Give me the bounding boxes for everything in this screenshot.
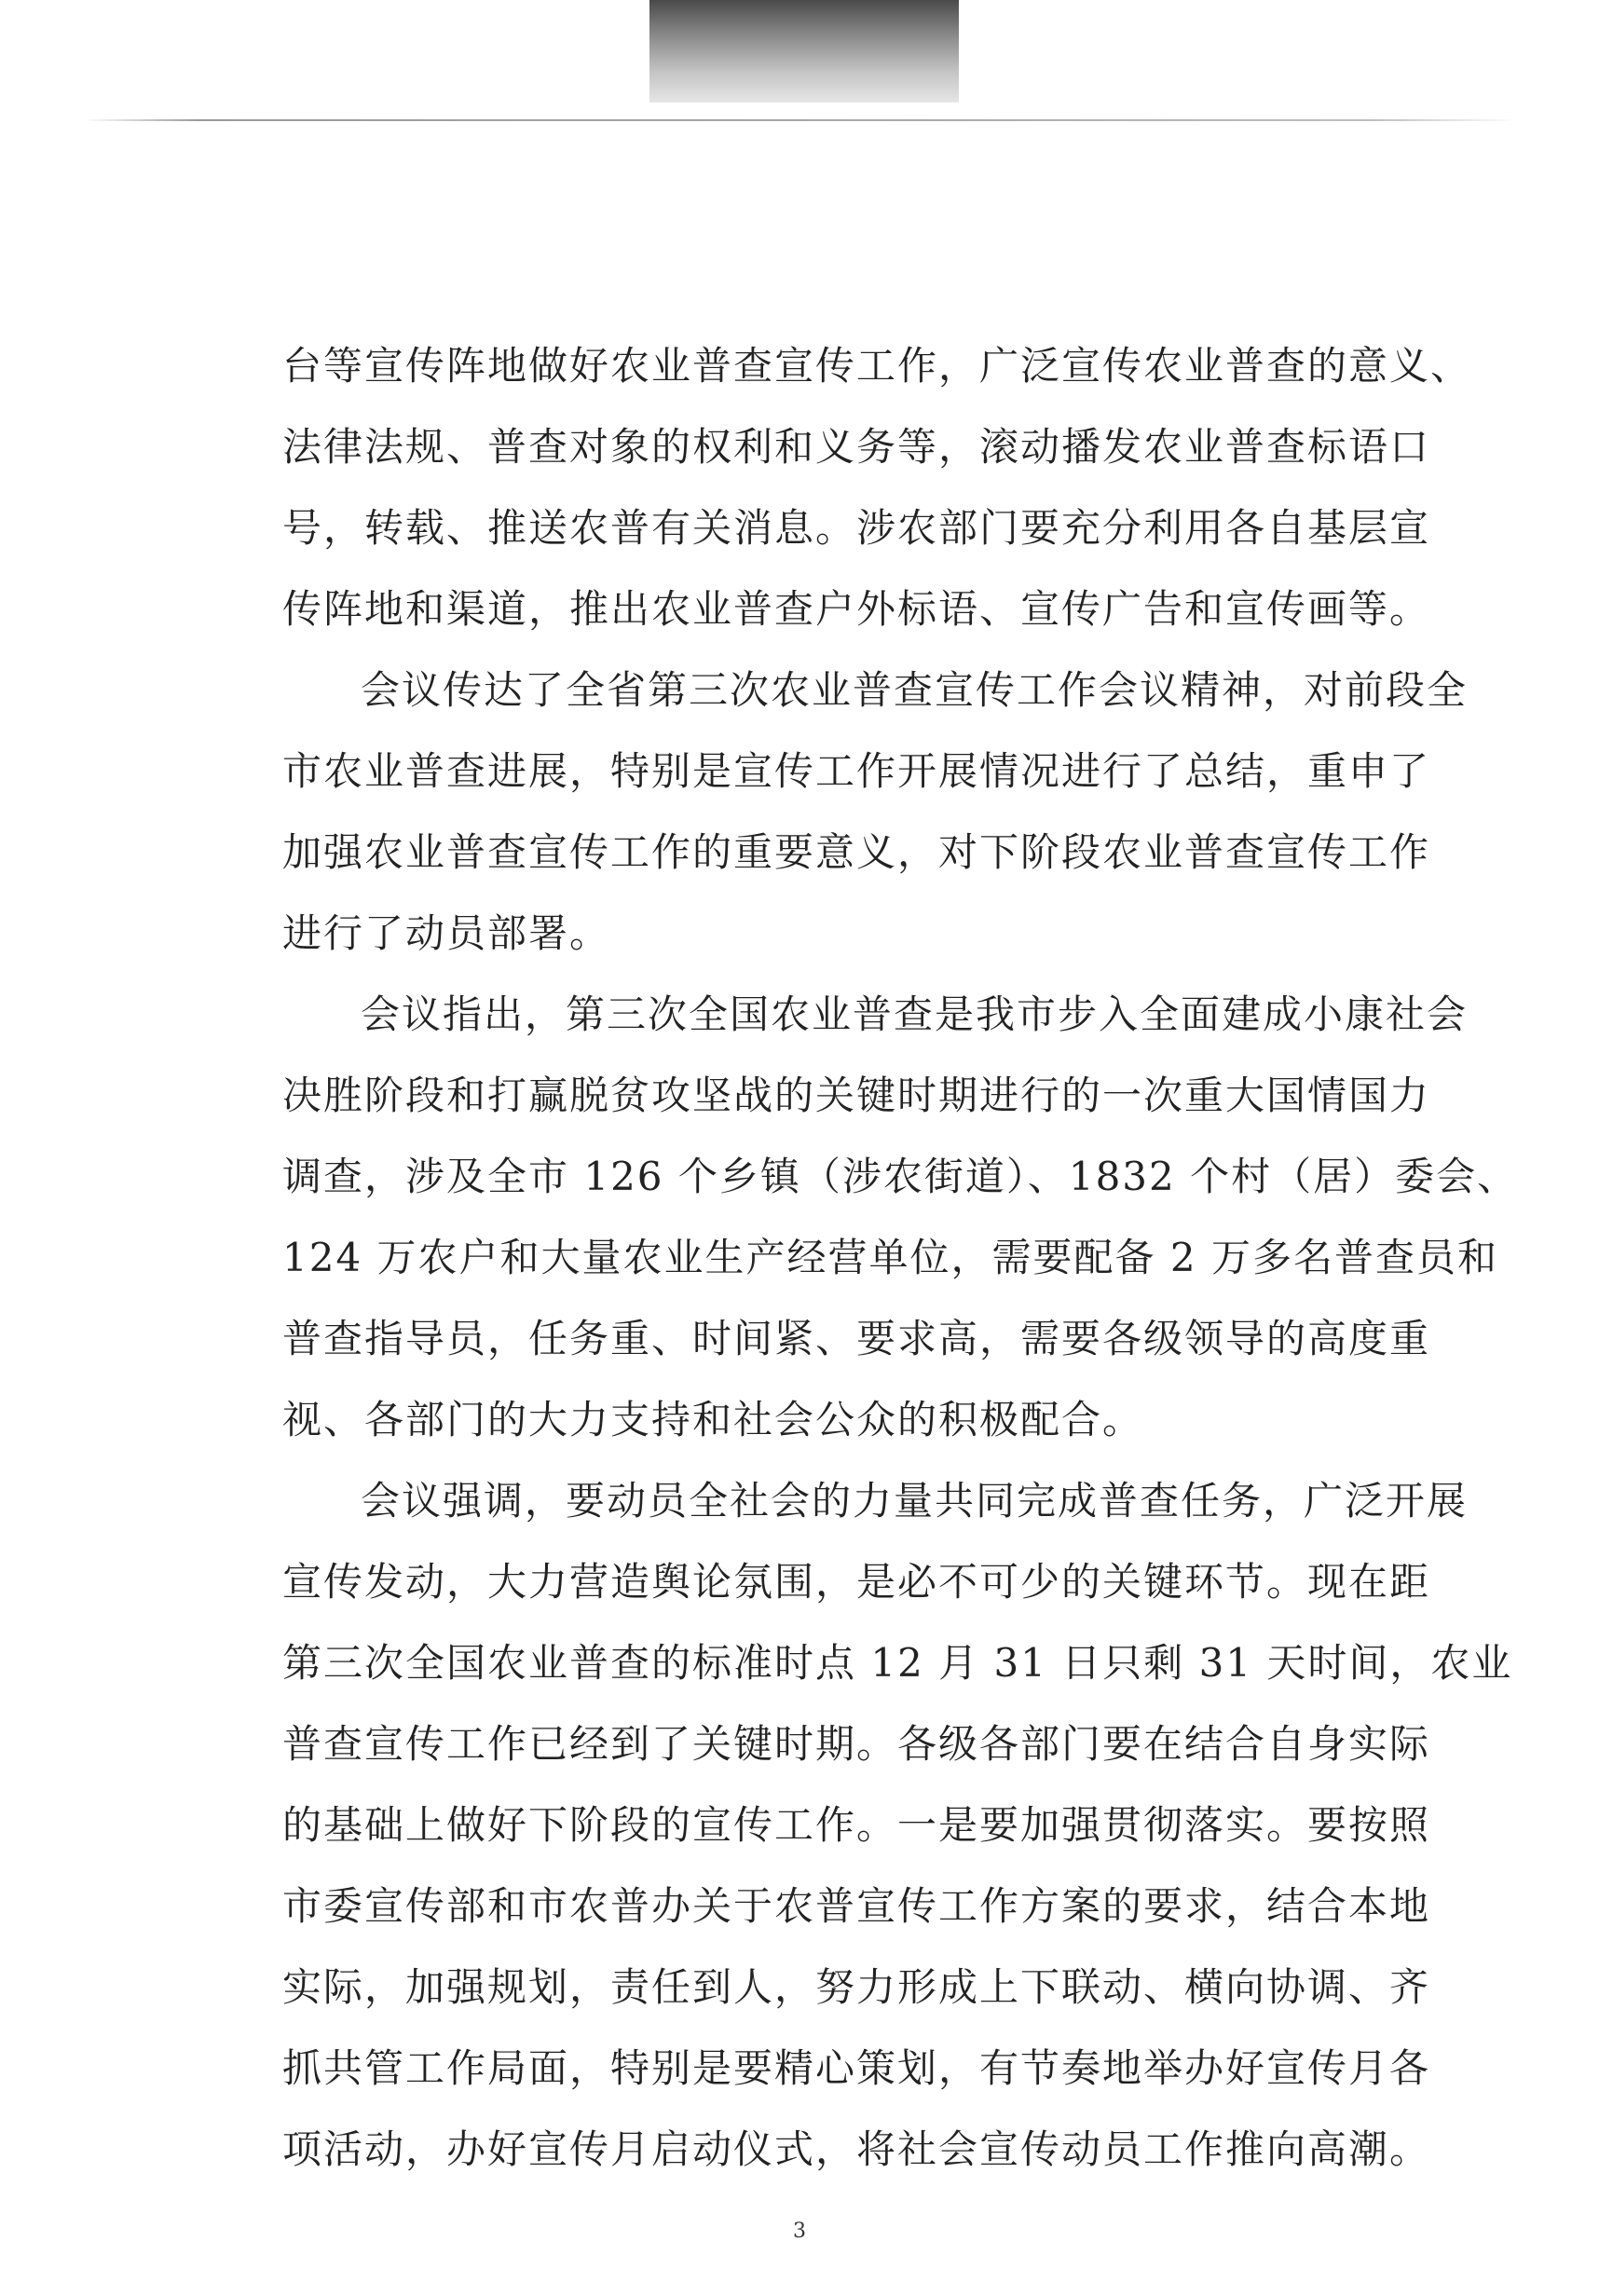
text-line: 市委宣传部和市农普办关于农普宣传工作方案的要求，结合本地 xyxy=(282,1883,1431,1929)
text-line: 实际，加强规划，责任到人，努力形成上下联动、横向协调、齐 xyxy=(282,1964,1431,2010)
text-line: 号，转载、推送农普有关消息。涉农部门要充分利用各自基层宣 xyxy=(282,505,1431,551)
text-line: 项活动，办好宣传月启动仪式，将社会宣传动员工作推向高潮。 xyxy=(282,2126,1431,2172)
text-line: 的基础上做好下阶段的宣传工作。一是要加强贯彻落实。要按照 xyxy=(282,1802,1431,1848)
text-line: 视、各部门的大力支持和社会公众的积极配合。 xyxy=(282,1397,1144,1442)
text-line: 台等宣传阵地做好农业普查宣传工作，广泛宣传农业普查的意义、 xyxy=(282,343,1472,389)
text-line: 宣传发动，大力营造舆论氛围，是必不可少的关键环节。现在距 xyxy=(282,1559,1431,1605)
paragraph-start-line: 会议传达了全省第三次农业普查宣传工作会议精神，对前段全 xyxy=(361,667,1469,713)
text-line: 市农业普查进展，特别是宣传工作开展情况进行了总结，重申了 xyxy=(282,748,1431,794)
text-line: 抓共管工作局面，特别是要精心策划，有节奏地举办好宣传月各 xyxy=(282,2045,1431,2091)
text-line: 进行了动员部署。 xyxy=(282,910,611,956)
text-line: 第三次全国农业普查的标准时点 12 月 31 日只剩 31 天时间，农业 xyxy=(282,1640,1513,1686)
text-line: 调查，涉及全市 126 个乡镇（涉农街道）、1832 个村（居）委会、 xyxy=(282,1154,1519,1199)
text-line: 加强农业普查宣传工作的重要意义，对下阶段农业普查宣传工作 xyxy=(282,829,1431,875)
paragraph-start-line: 会议指出，第三次全国农业普查是我市步入全面建成小康社会 xyxy=(361,991,1469,1037)
paragraph-start-line: 会议强调，要动员全社会的力量共同完成普查任务，广泛开展 xyxy=(361,1478,1469,1524)
text-line: 传阵地和渠道，推出农业普查户外标语、宣传广告和宣传画等。 xyxy=(282,586,1431,632)
text-line: 124 万农户和大量农业生产经营单位，需要配备 2 万多名普查员和 xyxy=(282,1235,1498,1280)
text-line: 普查指导员，任务重、时间紧、要求高，需要各级领导的高度重 xyxy=(282,1316,1431,1361)
page-number: 3 xyxy=(793,2220,806,2243)
text-line: 法律法规、普查对象的权利和义务等，滚动播发农业普查标语口 xyxy=(282,424,1431,470)
text-line: 普查宣传工作已经到了关键时期。各级各部门要在结合自身实际 xyxy=(282,1721,1431,1767)
text-line: 决胜阶段和打赢脱贫攻坚战的关键时期进行的一次重大国情国力 xyxy=(282,1073,1431,1118)
